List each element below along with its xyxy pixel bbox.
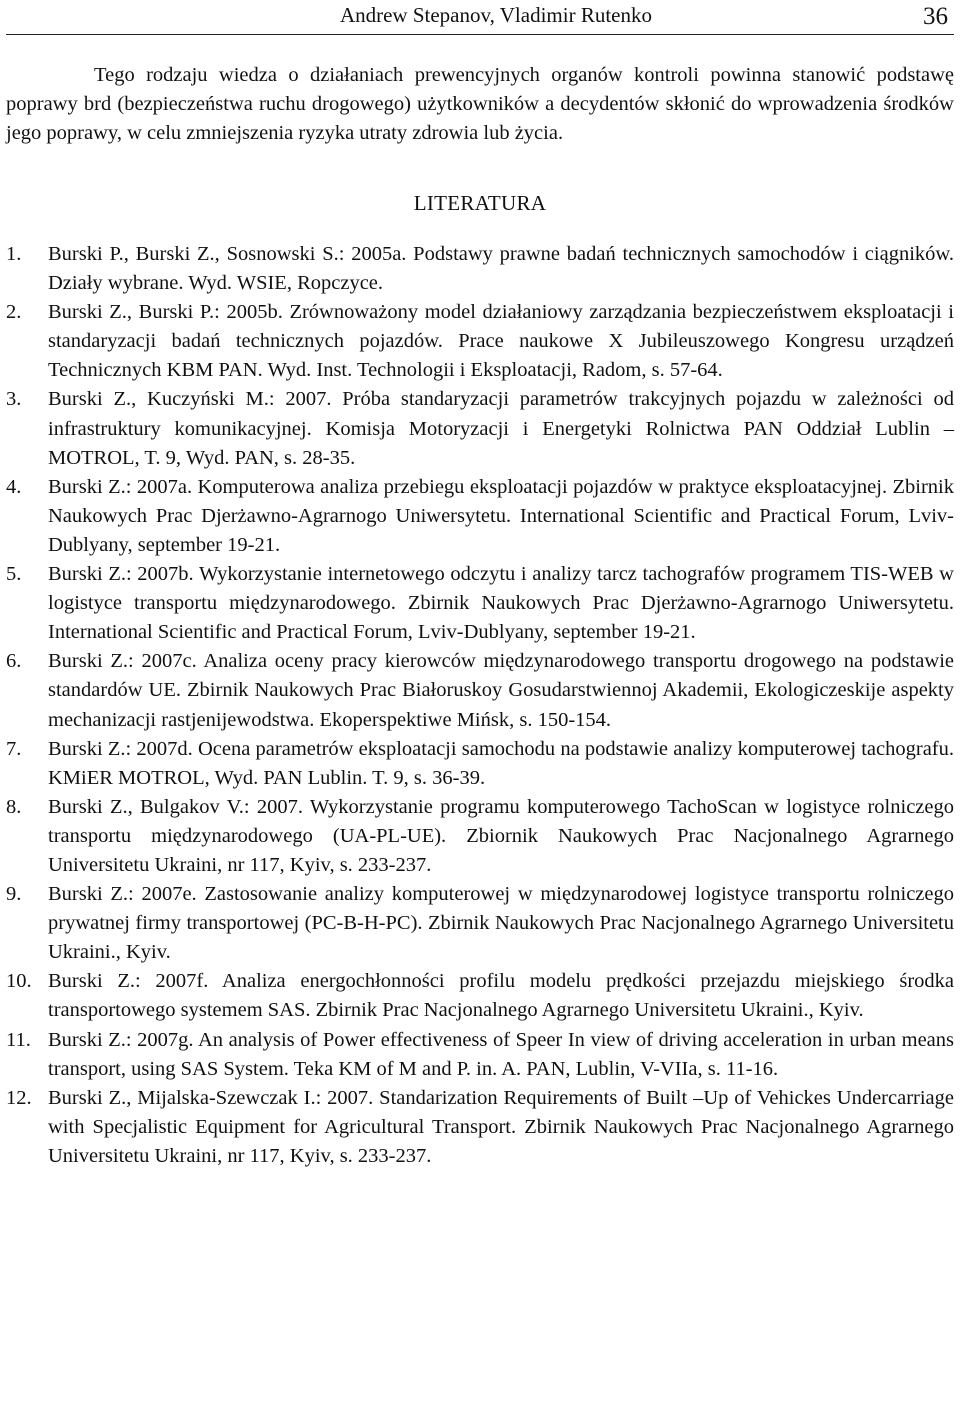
reference-number: 3. [6, 388, 22, 411]
reference-number: 5. [6, 563, 22, 586]
reference-item [6, 735, 954, 793]
reference-item [6, 240, 954, 298]
reference-text: Burski Z.: 2007d. Ocena parametrów eksploatacji samochodu na podstawie analizy komputerowej tachografu. KMiER MOTROL, Wyd. PAN Lublin. T. 9, s. 36-39. [48, 737, 954, 789]
reference-item [6, 385, 954, 472]
reference-item [6, 298, 954, 385]
reference-number: 6. [6, 650, 22, 673]
reference-item [6, 647, 954, 734]
reference-list [6, 240, 954, 1171]
reference-number: 7. [6, 737, 22, 760]
intro-paragraph: Tego rodzaju wiedza o działaniach prewencyjnych organów kontroli powinna stanowić podstawę poprawy brd (bezpieczeństwa ruchu drogowego) użytkowników a decydentów skłonić do wprowadzenia środków jego poprawy, w celu zmniejszenia ryzyka utraty zdrowia lub życia. [6, 64, 954, 144]
reference-text: Burski Z., Bulgakov V.: 2007. Wykorzystanie programu komputerowego TachoScan w logistyce rolniczego transportu międzynarodowego (UA-PL-UE). Zbiornik Naukowych Prac Nacjonalnego Agrarnego Universitetu Ukraini, nr 117, Kyiv, s. 233-237. [48, 795, 954, 876]
reference-number: 1. [6, 243, 22, 265]
reference-item [6, 793, 954, 880]
reference-text: Burski Z.: 2007a. Komputerowa analiza przebiegu eksploatacji pojazdów w praktyce eksploatacyjnej. Zbirnik Naukowych Prac Djerżawno-Agrarnogo Uniwersytetu. International Scientific and Practical Forum, Lviv-Dublyany, september 19-21. [48, 475, 954, 556]
reference-number: 4. [6, 475, 22, 498]
section-title: LITERATURA [413, 191, 547, 215]
reference-text: Burski Z., Mijalska-Szewczak I.: 2007. Standarization Requirements of Built –Up of Vehickes Undercarriage with Specjalistic Equipment for Agricultural Transport. Zbirnik Naukowych Prac Nacjonalnego Agrarnego Universitetu Ukraini, nr 117, Kyiv, s. 233-237. [48, 1086, 954, 1167]
reference-text: Burski Z.: 2007e. Zastosowanie analizy komputerowej w międzynarodowej logistyce transportu rolniczego prywatnej firmy transportowej (PC-B-H-PC). Zbirnik Naukowych Prac Nacjonalnego Agrarnego Universitetu Ukraini., Kyiv. [48, 883, 954, 964]
reference-item [6, 1026, 954, 1084]
reference-text: Burski P., Burski Z., Sosnowski S.: 2005a. Podstawy prawne badań technicznych samochodów i ciągników. Działy wybrane. Wyd. WSIE, Ropczyce. [48, 243, 954, 295]
reference-text: Burski Z., Kuczyński M.: 2007. Próba standaryzacji parametrów trakcyjnych pojazdu w zależności od infrastruktury komunikacyjnej. Komisja Motoryzacji i Energetyki Rolnictwa PAN Oddział Lublin – MOTROL, T. 9, Wyd. PAN, s. 28-35. [48, 388, 954, 469]
reference-item [6, 967, 954, 1025]
page-number: 36 [923, 3, 948, 30]
reference-text: Burski Z.: 2007b. Wykorzystanie internetowego odczytu i analizy tarcz tachografów programem TIS-WEB w logistyce transportu międzynarodowego. Zbirnik Naukowych Prac Djerżawno-Agrarnogo Uniwersytetu. International Scientific and Practical Forum, Lviv-Dublyany, september 19-21. [48, 563, 954, 644]
reference-number: 11. [6, 1028, 31, 1051]
reference-item [6, 880, 954, 967]
running-header [6, 0, 954, 35]
reference-text: Burski Z.: 2007g. An analysis of Power effectiveness of Speer In view of driving acceleration in urban means transport, using SAS System. Teka KM of M and P. in. A. PAN, Lublin, V-VIIa, s. 11-16. [48, 1028, 954, 1080]
reference-text: Burski Z., Burski P.: 2005b. Zrównoważony model działaniowy zarządzania bezpieczeństwem eksploatacji i standaryzacji badań technicznych pojazdów. Prace naukowe X Jubileuszowego Kongresu urządzeń Technicznych KBM PAN. Wyd. Inst. Technologii i Eksploatacji, Radom, s. 57-64. [48, 301, 954, 382]
reference-item [6, 560, 954, 647]
reference-number: 9. [6, 883, 22, 906]
reference-text: Burski Z.: 2007f. Analiza energochłonności profilu modelu prędkości przejazdu miejskiego środka transportowego systemem SAS. Zbirnik Prac Nacjonalnego Agrarnego Universitetu Ukraini., Kyiv. [48, 970, 954, 1022]
reference-number: 8. [6, 795, 22, 818]
header-authors: Andrew Stepanov, Vladimir Rutenko [339, 3, 652, 27]
reference-item [6, 473, 954, 560]
reference-number: 2. [6, 301, 22, 324]
reference-number: 10. [6, 970, 32, 993]
reference-number: 12. [6, 1086, 32, 1109]
reference-item [6, 1084, 954, 1171]
reference-text: Burski Z.: 2007c. Analiza oceny pracy kierowców międzynarodowego transportu drogowego na podstawie standardów UE. Zbirnik Naukowych Prac Białoruskoy Gosudarstwiennoj Akademii, Ekologiczeskije aspekty mechanizacji rastjenijewodstwa. Ekoperspektiwe Mińsk, s. 150-154. [48, 650, 954, 731]
